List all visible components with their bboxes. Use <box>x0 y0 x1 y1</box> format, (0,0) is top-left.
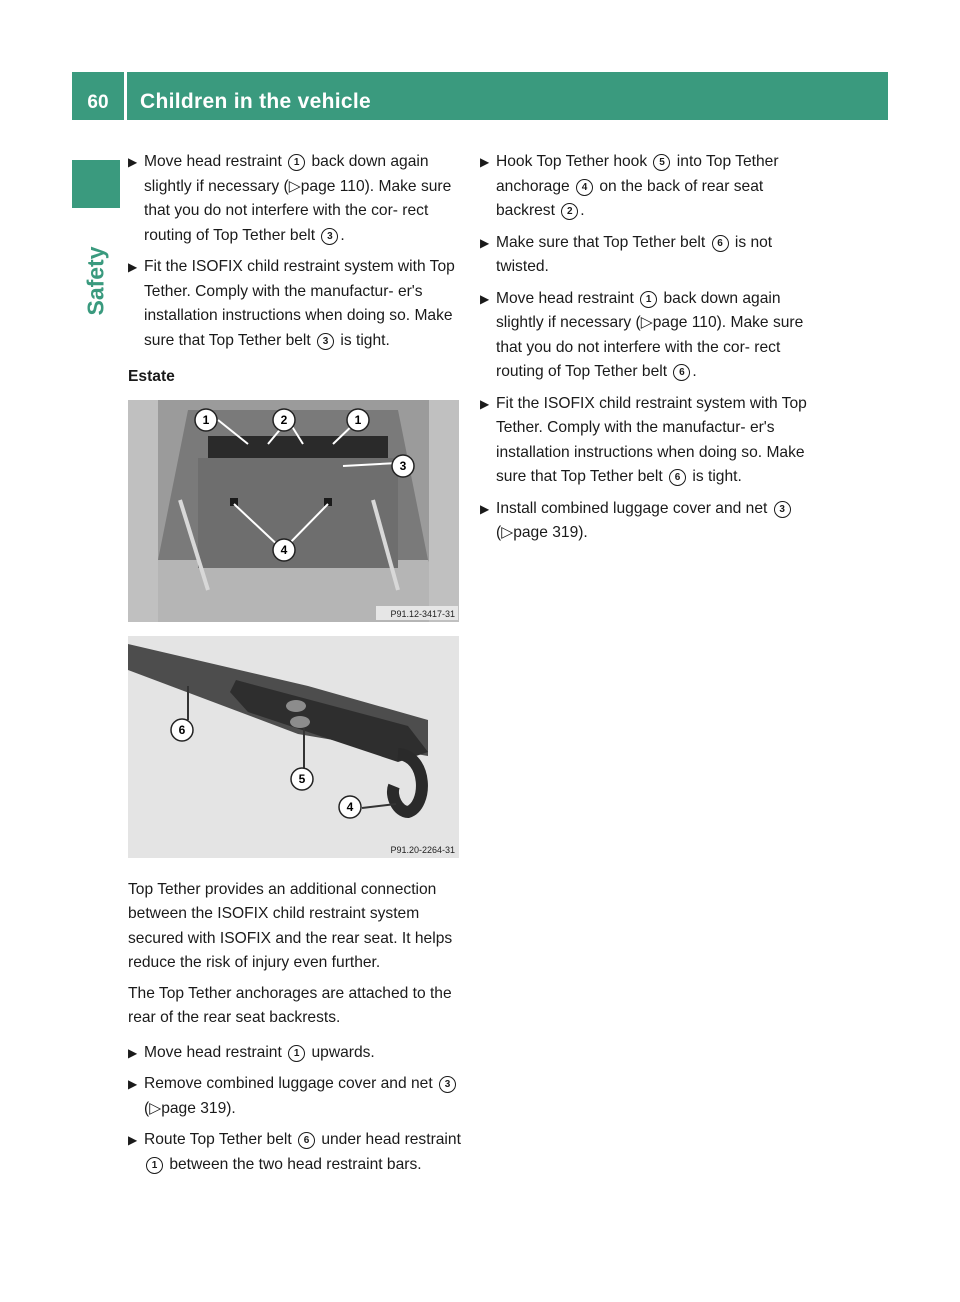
cargo-area-illustration <box>128 400 459 622</box>
callout-number: 3 <box>321 228 338 245</box>
instruction-step: ▶ Move head restraint 1 upwards. <box>128 1041 462 1066</box>
step-arrow-icon: ▶ <box>480 291 490 306</box>
page-ref-icon: ▷ <box>640 314 653 331</box>
instruction-step: ▶ Make sure that Top Tether belt 6 is not twisted. <box>480 231 814 280</box>
body-paragraph: The Top Tether anchorages are attached to the rear of the rear seat backrests. <box>128 984 452 1026</box>
instruction-step: ▶ Fit the ISOFIX child restraint system with Top Tether. Comply with the manufactur- er's installation instructions when doing so. Make sure that Top Tether belt 3 is tight. <box>128 255 462 353</box>
step-arrow-icon: ▶ <box>480 155 490 169</box>
instruction-step: ▶ Hook Top Tether hook 5 into Top Tether anchorage 4 on the back of rear seat backrest 2 . <box>480 150 814 224</box>
step-arrow-icon: ▶ <box>480 235 490 250</box>
cargo-area-drawing <box>128 400 459 622</box>
step-arrow-icon: ▶ <box>128 1077 138 1091</box>
instruction-step: ▶ Remove combined luggage cover and net 3(▷page 319). <box>128 1072 462 1121</box>
right-column <box>480 150 814 553</box>
step-arrow-icon: ▶ <box>128 1045 138 1060</box>
body-paragraph: Top Tether provides an additional connection between the ISOFIX child restraint system secured with ISOFIX and the rear seat. It helps reduce the risk of injury even further. <box>128 880 453 971</box>
callout-number: 6 <box>669 469 686 486</box>
callout-number: 1 <box>288 154 305 171</box>
callout-label: 2 <box>280 412 288 427</box>
callout-number: 2 <box>561 203 578 220</box>
page-ref-icon: ▷ <box>288 177 301 195</box>
instruction-step: ▶ Move head restraint 1 back down again slightly if necessary (▷page 110). Make sure that you do not interfere with the cor- rect routing of Top Tether belt 3 . <box>128 150 462 248</box>
figure-reference: P91.20-2264-31 <box>390 844 455 855</box>
subheading-estate: Estate <box>128 368 175 385</box>
figure-reference: P91.12-3417-31 <box>390 608 455 619</box>
instruction-step: ▶ Route Top Tether belt 6 under head restraint 1 between the two head restraint bars. <box>128 1128 462 1177</box>
step-arrow-icon: ▶ <box>128 1133 138 1147</box>
callout-label: 5 <box>298 771 306 786</box>
instruction-step: ▶ Fit the ISOFIX child restraint system with Top Tether. Comply with the manufactur- er's installation instructions when doing so. Make sure that Top Tether belt 6 is tight. <box>480 392 814 490</box>
callout-number: 6 <box>712 235 729 252</box>
step-arrow-icon: ▶ <box>480 501 490 516</box>
callout-number: 3 <box>317 333 334 350</box>
instruction-step: ▶ Move head restraint 1 back down again slightly if necessary (▷page 110). Make sure that you do not interfere with the cor- rect routing of Top Tether belt 6 . <box>480 287 814 385</box>
section-label <box>72 216 120 346</box>
header-divider <box>124 72 127 120</box>
chapter-title: Children in the vehicle <box>140 90 371 113</box>
left-column <box>128 150 462 1184</box>
callout-number: 3 <box>774 501 791 518</box>
step-arrow-icon: ▶ <box>128 155 138 169</box>
callout-number: 1 <box>146 1157 163 1174</box>
page-ref-icon: ▷ <box>501 524 514 541</box>
callout-number: 1 <box>288 1045 305 1062</box>
callout-label: 4 <box>280 542 288 557</box>
top-tether-hook-illustration <box>128 636 459 858</box>
callout-number: 6 <box>673 364 690 381</box>
callout-number: 4 <box>576 179 593 196</box>
callout-number: 3 <box>439 1076 456 1093</box>
section-label-text: Safety <box>82 246 109 316</box>
callout-label: 6 <box>178 722 186 737</box>
callout-number: 6 <box>298 1132 315 1149</box>
page-ref-icon: ▷ <box>149 1099 162 1117</box>
callout-label: 1 <box>354 412 362 427</box>
callout-label: 3 <box>399 458 407 473</box>
callout-number: 1 <box>640 291 657 308</box>
callout-number: 5 <box>653 154 670 171</box>
step-arrow-icon: ▶ <box>480 396 490 411</box>
callout-label: 1 <box>202 412 210 427</box>
step-arrow-icon: ▶ <box>128 260 138 274</box>
callout-label: 4 <box>346 799 354 814</box>
section-tab-marker <box>72 160 120 208</box>
top-tether-hook-drawing <box>128 636 459 858</box>
page-number: 60 <box>87 92 109 113</box>
instruction-step: ▶ Install combined luggage cover and net 3(▷page 319). <box>480 497 814 546</box>
